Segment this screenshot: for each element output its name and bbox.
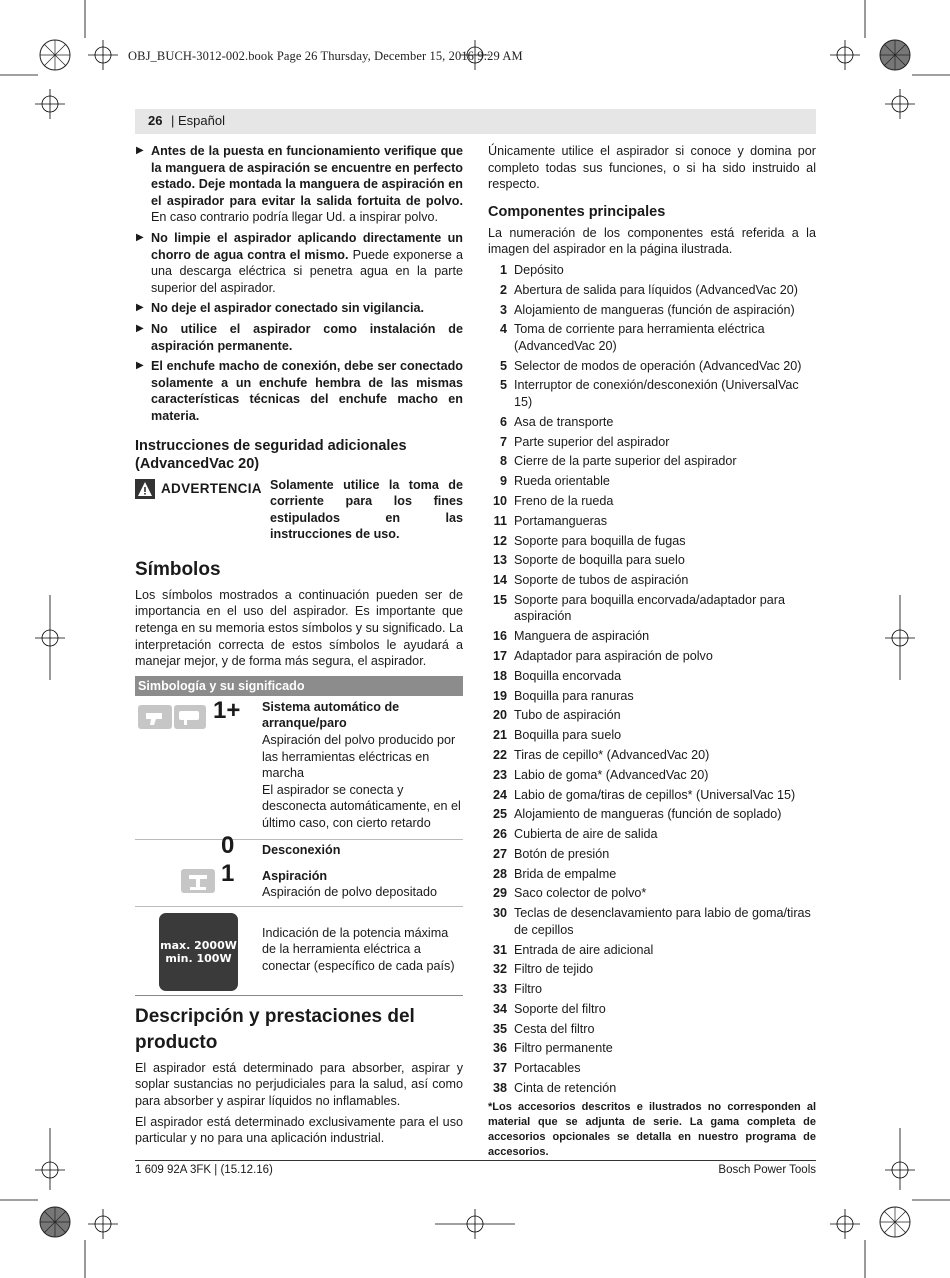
component-number: 10 bbox=[492, 493, 507, 508]
component-number: 4 bbox=[499, 322, 507, 337]
bullet-arrow-icon: ▶ bbox=[136, 231, 144, 243]
safety-bullet: ▶ No deje el aspirador conectado sin vigilancia. bbox=[136, 301, 424, 316]
component-item bbox=[488, 434, 816, 451]
component-number: 16 bbox=[492, 629, 507, 644]
safety-bullet: ▶ No limpie el aspirador aplicando directamente un chorro de agua contra el mismo. Puede exponerse a una descarga eléctrica si penetra agua en la parte superior del aspirador. bbox=[136, 230, 463, 295]
component-label: Filtro de tejido bbox=[514, 962, 594, 977]
component-item bbox=[488, 688, 816, 705]
table-row bbox=[135, 831, 463, 866]
component-number: 11 bbox=[493, 513, 507, 528]
component-label: Filtro permanente bbox=[514, 1041, 613, 1056]
component-number: 20 bbox=[492, 708, 507, 723]
component-label: Adaptador para aspiración de polvo bbox=[514, 649, 713, 664]
component-label: Cinta de retención bbox=[514, 1081, 617, 1096]
row-text: El aspirador se conecta y desconecta automáticamente, en el último caso, con cierto retardo bbox=[262, 782, 461, 830]
print-slug: OBJ_BUCH-3012-002.book Page 26 Thursday, December 15, 2016 9:29 AM bbox=[128, 49, 523, 63]
component-label: Tubo de aspiración bbox=[514, 708, 621, 723]
component-number: 24 bbox=[492, 787, 507, 802]
component-label: Boquilla para suelo bbox=[514, 728, 622, 743]
component-item bbox=[488, 414, 816, 431]
component-label: Parte superior del aspirador bbox=[514, 434, 670, 449]
bullet-arrow-icon: ▶ bbox=[136, 145, 144, 156]
description-p1: El aspirador está determinado para absorber, aspirar y soplar sustancias no perjudiciales para la salud, así como para absorber y aspirar líquidos no inflamables. bbox=[135, 1060, 463, 1109]
component-item bbox=[488, 747, 816, 764]
component-item bbox=[488, 1060, 816, 1077]
component-label: Abertura de salida para líquidos (AdvancedVac 20) bbox=[514, 282, 798, 297]
component-label: Portamangueras bbox=[514, 513, 608, 528]
usage-intro: Únicamente utilice el aspirador si conoce y domina por completo todas sus funciones, o si ha sido instruido al respecto. bbox=[488, 144, 816, 192]
component-label: Soporte del filtro bbox=[514, 1001, 606, 1016]
component-item bbox=[488, 787, 816, 804]
row-text: Indicación de la potencia máxima de la herramienta eléctrica a conectar (específico de cada país) bbox=[262, 925, 455, 974]
component-item bbox=[488, 905, 816, 938]
component-number: 13 bbox=[492, 553, 507, 568]
component-number: 19 bbox=[492, 688, 507, 703]
power-rating-label: max. 2000W min. 100W bbox=[159, 913, 238, 991]
warning-word: ADVERTENCIA bbox=[161, 480, 262, 496]
component-number: 31 bbox=[492, 942, 507, 957]
page-header bbox=[135, 109, 816, 134]
table-row bbox=[135, 907, 463, 996]
component-item bbox=[488, 358, 816, 375]
component-item bbox=[488, 262, 816, 279]
components-heading: Componentes principales bbox=[488, 203, 666, 220]
component-label: Asa de transporte bbox=[514, 414, 614, 429]
component-label: Portacables bbox=[514, 1061, 581, 1076]
row-title: Aspiración bbox=[262, 868, 328, 883]
footer-rule bbox=[135, 1160, 816, 1161]
component-label: Alojamiento de mangueras (función de soplado) bbox=[514, 807, 782, 822]
accessories-footnote: *Los accesorios descritos e ilustrados no corresponden al material que se adjunta de serie. La gama completa de accesorios opcionales se detalla en nuestro programa de accesorios. bbox=[488, 1100, 816, 1158]
component-label: Botón de presión bbox=[514, 846, 610, 861]
component-label: Saco colector de polvo* bbox=[514, 886, 647, 901]
component-number: 35 bbox=[492, 1021, 507, 1036]
vacuum-icon bbox=[181, 869, 215, 893]
component-number: 30 bbox=[492, 906, 507, 921]
component-number: 5 bbox=[499, 378, 507, 393]
component-number: 5 bbox=[499, 358, 507, 373]
row-title: Sistema automático de arranque/paro bbox=[262, 699, 400, 731]
safety-heading: Instrucciones de seguridad adicionales (AdvancedVac 20) bbox=[135, 437, 407, 472]
component-number: 38 bbox=[492, 1081, 507, 1096]
component-number: 6 bbox=[499, 414, 507, 429]
component-label: Labio de goma/tiras de cepillos* (UniversalVac 15) bbox=[514, 787, 796, 802]
component-item bbox=[488, 707, 816, 724]
component-item bbox=[488, 453, 816, 470]
component-label: Cubierta de aire de salida bbox=[514, 827, 658, 842]
component-item bbox=[488, 302, 816, 319]
component-label: Tiras de cepillo* (AdvancedVac 20) bbox=[514, 747, 710, 762]
symbol-auto: 1+ bbox=[213, 696, 241, 724]
component-number: 29 bbox=[492, 886, 507, 901]
component-label: Filtro bbox=[514, 982, 542, 997]
component-label: Labio de goma* (AdvancedVac 20) bbox=[514, 767, 709, 782]
component-item bbox=[488, 552, 816, 569]
component-item bbox=[488, 1021, 816, 1038]
component-label: Alojamiento de mangueras (función de aspiración) bbox=[514, 302, 795, 317]
component-item bbox=[488, 473, 816, 490]
component-number: 37 bbox=[492, 1061, 507, 1076]
component-item bbox=[488, 961, 816, 978]
component-number: 14 bbox=[492, 573, 507, 588]
component-label: Boquilla encorvada bbox=[514, 668, 622, 683]
component-item bbox=[488, 668, 816, 685]
safety-bullet: ▶ No utilice el aspirador como instalación de aspiración permanente. bbox=[136, 321, 463, 353]
component-item bbox=[488, 493, 816, 510]
table-header: Simbología y su significado bbox=[135, 676, 463, 696]
component-label: Toma de corriente para herramienta eléctrica (AdvancedVac 20) bbox=[514, 322, 765, 353]
warning-text: Solamente utilice la toma de corriente para los fines estipulados en las instrucciones de uso. bbox=[270, 477, 463, 542]
component-item bbox=[488, 981, 816, 998]
component-label: Soporte de tubos de aspiración bbox=[514, 573, 689, 588]
bullet-arrow-icon: ▶ bbox=[136, 360, 144, 372]
component-number: 1 bbox=[499, 262, 507, 277]
component-number: 18 bbox=[492, 668, 507, 683]
component-item bbox=[488, 826, 816, 843]
component-item bbox=[488, 727, 816, 744]
component-number: 36 bbox=[492, 1041, 507, 1056]
jigsaw-icon bbox=[174, 705, 206, 729]
component-item bbox=[488, 806, 816, 823]
component-label: Boquilla para ranuras bbox=[514, 688, 634, 703]
component-label: Cesta del filtro bbox=[514, 1021, 595, 1036]
component-number: 17 bbox=[492, 649, 507, 664]
bullet-arrow-icon: ▶ bbox=[136, 302, 144, 314]
component-number: 15 bbox=[492, 592, 507, 607]
footer-brand: Bosch Power Tools bbox=[718, 1164, 816, 1176]
component-number: 2 bbox=[499, 282, 507, 297]
row-text: Aspiración de polvo depositado bbox=[262, 885, 438, 900]
symbol-on: 1 bbox=[221, 859, 235, 887]
component-label: Depósito bbox=[514, 262, 564, 277]
component-item bbox=[488, 1080, 816, 1097]
component-number: 8 bbox=[499, 454, 507, 469]
description-heading: Descripción y prestaciones del producto bbox=[135, 1005, 415, 1053]
warning-icon bbox=[135, 479, 155, 499]
component-item bbox=[488, 885, 816, 902]
component-label: Manguera de aspiración bbox=[514, 629, 650, 644]
component-number: 3 bbox=[499, 302, 507, 317]
safety-bullet: ▶ Antes de la puesta en funcionamiento verifique que la manguera de aspiración se encuentre en perfecto estado. Deje montada la manguera de aspiración en el aspirador para evitar la salida fortuita de polvo. En caso contrario podría llegar Ud. a inspirar polvo. bbox=[136, 144, 463, 225]
safety-bullets bbox=[135, 143, 463, 425]
component-item bbox=[488, 1001, 816, 1018]
symbols-heading: Símbolos bbox=[135, 558, 221, 580]
component-label: Brida de empalme bbox=[514, 866, 617, 881]
component-number: 27 bbox=[492, 846, 507, 861]
component-label: Rueda orientable bbox=[514, 474, 610, 489]
warning-block bbox=[135, 477, 463, 543]
component-label: Soporte para boquilla encorvada/adaptador para aspiración bbox=[514, 592, 785, 624]
component-number: 9 bbox=[499, 474, 507, 489]
safety-bullet: ▶ El enchufe macho de conexión, debe ser conectado solamente a un enchufe hembra de las mismas características técnicas del enchufe macho en materia. bbox=[136, 359, 463, 423]
component-item bbox=[488, 592, 816, 625]
row-text: Aspiración del polvo producido por las herramientas eléctricas en marcha bbox=[262, 733, 456, 781]
component-item bbox=[488, 648, 816, 665]
component-item bbox=[488, 572, 816, 589]
page-number: 26 bbox=[148, 113, 163, 128]
component-number: 22 bbox=[492, 747, 507, 762]
right-column bbox=[488, 143, 816, 1160]
symbol-off: 0 bbox=[221, 831, 235, 859]
component-item bbox=[488, 1040, 816, 1057]
component-item bbox=[488, 533, 816, 550]
component-item bbox=[488, 513, 816, 530]
symbols-intro: Los símbolos mostrados a continuación pueden ser de importancia en el uso del aspirador. Es importante que retenga en su memoria estos símbolos y su significado. La interpretación correcta de estos símbolos le ayudará a manejar mejor, y de forma más segura, el aspirador. bbox=[135, 587, 463, 669]
component-item bbox=[488, 321, 816, 354]
component-label: Interruptor de conexión/desconexión (UniversalVac 15) bbox=[514, 378, 799, 410]
component-number: 25 bbox=[492, 807, 507, 822]
component-item bbox=[488, 282, 816, 299]
component-item bbox=[488, 377, 816, 410]
component-label: Selector de modos de operación (AdvancedVac 20) bbox=[514, 358, 802, 373]
component-label: Cierre de la parte superior del aspirador bbox=[514, 454, 737, 469]
bullet-arrow-icon: ▶ bbox=[136, 322, 144, 334]
component-number: 12 bbox=[492, 533, 507, 548]
row-title: Desconexión bbox=[262, 842, 341, 857]
component-item bbox=[488, 628, 816, 645]
component-number: 21 bbox=[492, 728, 507, 743]
component-item bbox=[488, 866, 816, 883]
component-label: Soporte de boquilla para suelo bbox=[514, 553, 685, 568]
symbols-table bbox=[135, 676, 463, 996]
component-item bbox=[488, 846, 816, 863]
component-number: 7 bbox=[499, 434, 507, 449]
header-language: | Español bbox=[171, 113, 225, 128]
component-label: Soporte para boquilla de fugas bbox=[514, 533, 686, 548]
footer-code: 1 609 92A 3FK | (15.12.16) bbox=[135, 1164, 273, 1176]
components-intro: La numeración de los componentes está referida a la imagen del aspirador en la página ilustrada. bbox=[488, 225, 816, 257]
component-number: 34 bbox=[492, 1001, 507, 1016]
left-column bbox=[135, 143, 463, 1151]
component-number: 23 bbox=[492, 767, 507, 782]
warning-badge bbox=[135, 479, 261, 499]
component-number: 32 bbox=[492, 962, 507, 977]
table-row bbox=[135, 859, 463, 907]
component-label: Freno de la rueda bbox=[514, 493, 614, 508]
description-p2: El aspirador está determinado exclusivamente para el uso particular y no para una aplicación industrial. bbox=[135, 1114, 463, 1146]
components-list bbox=[488, 262, 816, 1097]
component-number: 33 bbox=[492, 982, 507, 997]
component-number: 28 bbox=[492, 866, 507, 881]
component-item bbox=[488, 767, 816, 784]
component-label: Entrada de aire adicional bbox=[514, 942, 654, 957]
component-label: Teclas de desenclavamiento para labio de goma/tiras de cepillos bbox=[514, 906, 811, 937]
component-item bbox=[488, 942, 816, 959]
table-row bbox=[135, 696, 463, 840]
component-number: 26 bbox=[492, 827, 507, 842]
power-tool-icon bbox=[138, 705, 172, 729]
